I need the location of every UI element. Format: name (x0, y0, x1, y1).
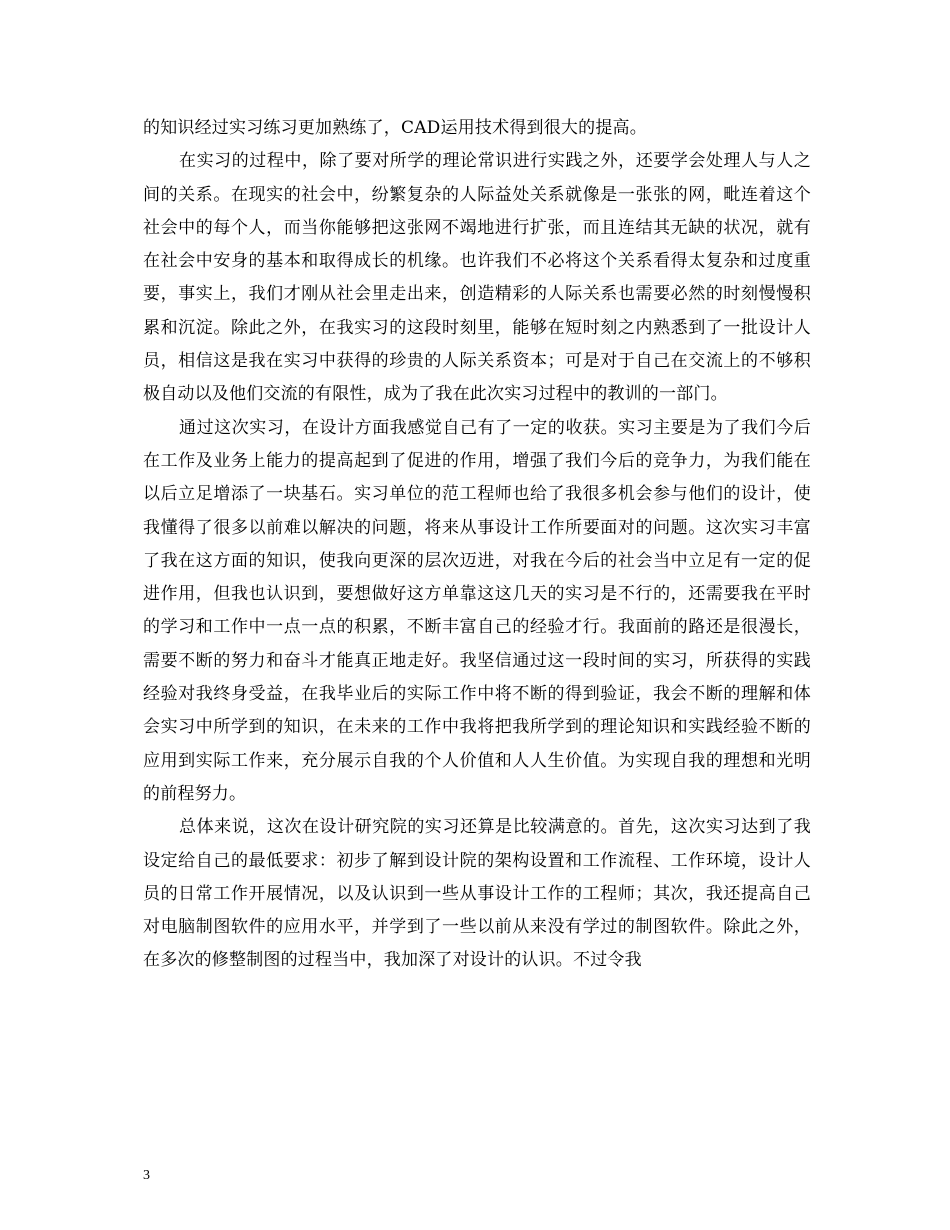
paragraph-interpersonal: 在实习的过程中，除了要对所学的理论常识进行实践之外，还要学会处理人与人之间的关系。在现实的社会中，纷繁复杂的人际益处关系就像是一张张的网，毗连着这个社会中的每个人，而当你能够把这张网不竭地进行扩张，而且连结其无缺的状况，就有在社会中安身的基本和取得成长的机缘。也许我们不必将这个关系看得太复杂和过度重要，事实上，我们才刚从社会里走出来，创造精彩的人际关系也需要必然的时刻慢慢积累和沉淀。除此之外，在我实习的这段时刻里，能够在短时刻之内熟悉到了一批设计人员，相信这是我在实习中获得的珍贵的人际关系资本；可是对于自己在交流上的不够积极自动以及他们交流的有限性，成为了我在此次实习过程中的教训的一部门。 (143, 151, 811, 405)
document-body (143, 112, 811, 978)
paragraph-summary: 总体来说，这次在设计研究院的实习还算是比较满意的。首先，这次实习达到了我设定给自己的最低要求：初步了解到设计院的架构设置和工作流程、工作环境，设计人员的日常工作开展情况，以及认识到一些从事设计工作的工程师；其次，我还提高自己对电脑制图软件的应用水平，并学到了一些以前从来没有学过的制图软件。除此之外，在多次的修整制图的过程当中，我加深了对设计的认识。不过令我 (143, 817, 811, 971)
paragraph-design-gains: 通过这次实习，在设计方面我感觉自己有了一定的收获。实习主要是为了我们今后在工作及业务上能力的提高起到了促进的作用，增强了我们今后的竞争力，为我们能在以后立足增添了一块基石。实习单位的范工程师也给了我很多机会参与他们的设计，使我懂得了很多以前难以解决的问题，将来从事设计工作所要面对的问题。这次实习丰富了我在这方面的知识，使我向更深的层次迈进，对我在今后的社会当中立足有一定的促进作用，但我也认识到，要想做好这方单靠这这几天的实习是不行的，还需要我在平时的学习和工作中一点一点的积累，不断丰富自己的经验才行。我面前的路还是很漫长，需要不断的努力和奋斗才能真正地走好。我坚信通过这一段时间的实习，所获得的实践经验对我终身受益，在我毕业后的实际工作中将不断的得到验证，我会不断的理解和体会实习中所学到的知识，在未来的工作中我将把我所学到的理论知识和实践经验不断的应用到实际工作来，充分展示自我的个人价值和人人生价值。为实现自我的理想和光明的前程努力。 (143, 417, 811, 804)
paragraph-continuation: 的知识经过实习练习更加熟练了，CAD运用技术得到很大的提高。 (143, 118, 647, 138)
page-number: 3 (143, 1168, 150, 1183)
